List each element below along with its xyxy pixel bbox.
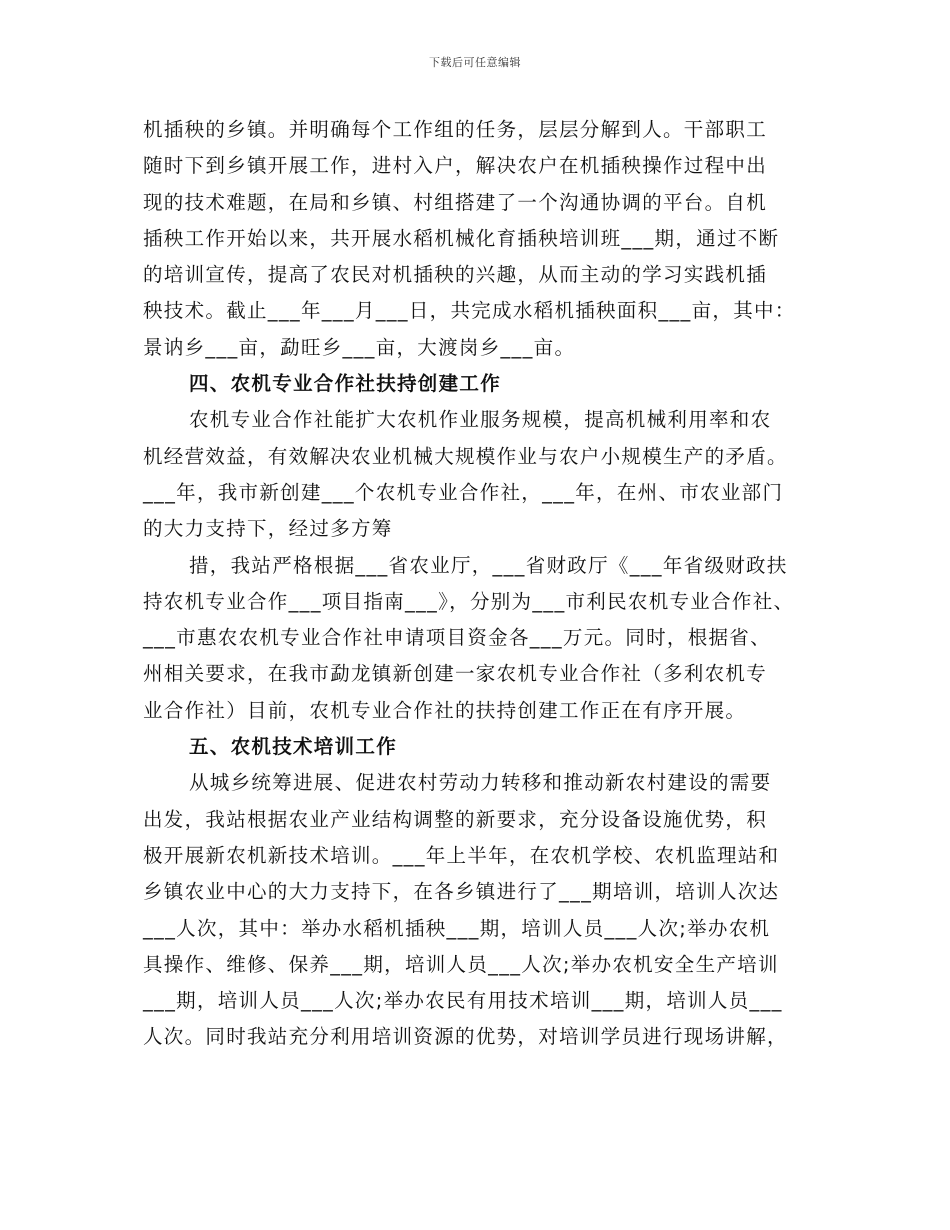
section-heading: 四、农机专业合作社扶持创建工作 [189, 372, 502, 396]
text-line: 景讷乡___亩，勐旺乡___亩，大渡岗乡___亩。 [143, 335, 576, 359]
text-line: 出发，我站根据农业产业结构调整的新要求，充分设备设施优势，积 [143, 807, 768, 831]
text-line: 业合作社）目前，农机专业合作社的扶持创建工作正在有序开展。 [143, 698, 747, 722]
text-line: ___期，培训人员___人次;举办农民有用技术培训___期，培训人员___ [143, 989, 783, 1013]
text-line: 措，我站严格根据___省农业厅，___省财政厅《___年省级财政扶 [189, 553, 788, 577]
text-line: 具操作、维修、保养___期，培训人员___人次;举办农机安全生产培训 [143, 952, 779, 976]
text-line: 农机专业合作社能扩大农机作业服务规模，提高机械利用率和农 [189, 408, 772, 432]
text-line: ___市惠农农机专业合作社申请项目资金各___万元。同时，根据省、 [143, 626, 771, 650]
document-body [143, 112, 825, 1056]
text-line: 的培训宣传，提高了农民对机插秧的兴趣，从而主动的学习实践机插 [143, 263, 768, 287]
text-line: 随时下到乡镇开展工作，进村入户，解决农户在机插秧操作过程中出 [143, 154, 768, 178]
text-line: 极开展新农机新技术培训。___年上半年，在农机学校、农机监理站和 [143, 843, 780, 867]
text-line: 持农机专业合作___项目指南___》，分别为___市利民农机专业合作社、 [143, 589, 795, 613]
text-line: 秧技术。截止___年___月___日，共完成水稻机插秧面积___亩，其中： [143, 299, 796, 323]
text-line: 人次。同时我站充分利用培训资源的优势，对培训学员进行现场讲解， [143, 1025, 788, 1049]
text-line: 插秧工作开始以来，共开展水稻机械化育插秧培训班___期，通过不断 [143, 226, 780, 250]
text-line: ___年，我市新创建___个农机专业合作社，___年，在州、市农业部门 [143, 480, 784, 504]
text-line: 从城乡统筹进展、促进农村劳动力转移和推动新农村建设的需要 [189, 771, 772, 795]
text-line: 州相关要求，在我市勐龙镇新创建一家农机专业合作社（多利农机专 [143, 662, 768, 686]
page-header: 下载后可任意编辑 [429, 56, 521, 69]
section-heading: 五、农机技术培训工作 [189, 735, 398, 759]
text-line: ___人次，其中：举办水稻机插秧___期，培训人员___人次;举办农机 [143, 916, 771, 940]
text-line: 现的技术难题，在局和乡镇、村组搭建了一个沟通协调的平台。自机 [143, 190, 768, 214]
text-line: 机经营效益，有效解决农业机械大规模作业与农户小规模生产的矛盾。 [143, 444, 788, 468]
text-line: 的大力支持下，经过多方筹 [143, 517, 393, 541]
text-line: 乡镇农业中心的大力支持下，在各乡镇进行了___期培训，培训人次达 [143, 880, 780, 904]
text-line: 机插秧的乡镇。并明确每个工作组的任务，层层分解到人。干部职工 [143, 118, 768, 141]
